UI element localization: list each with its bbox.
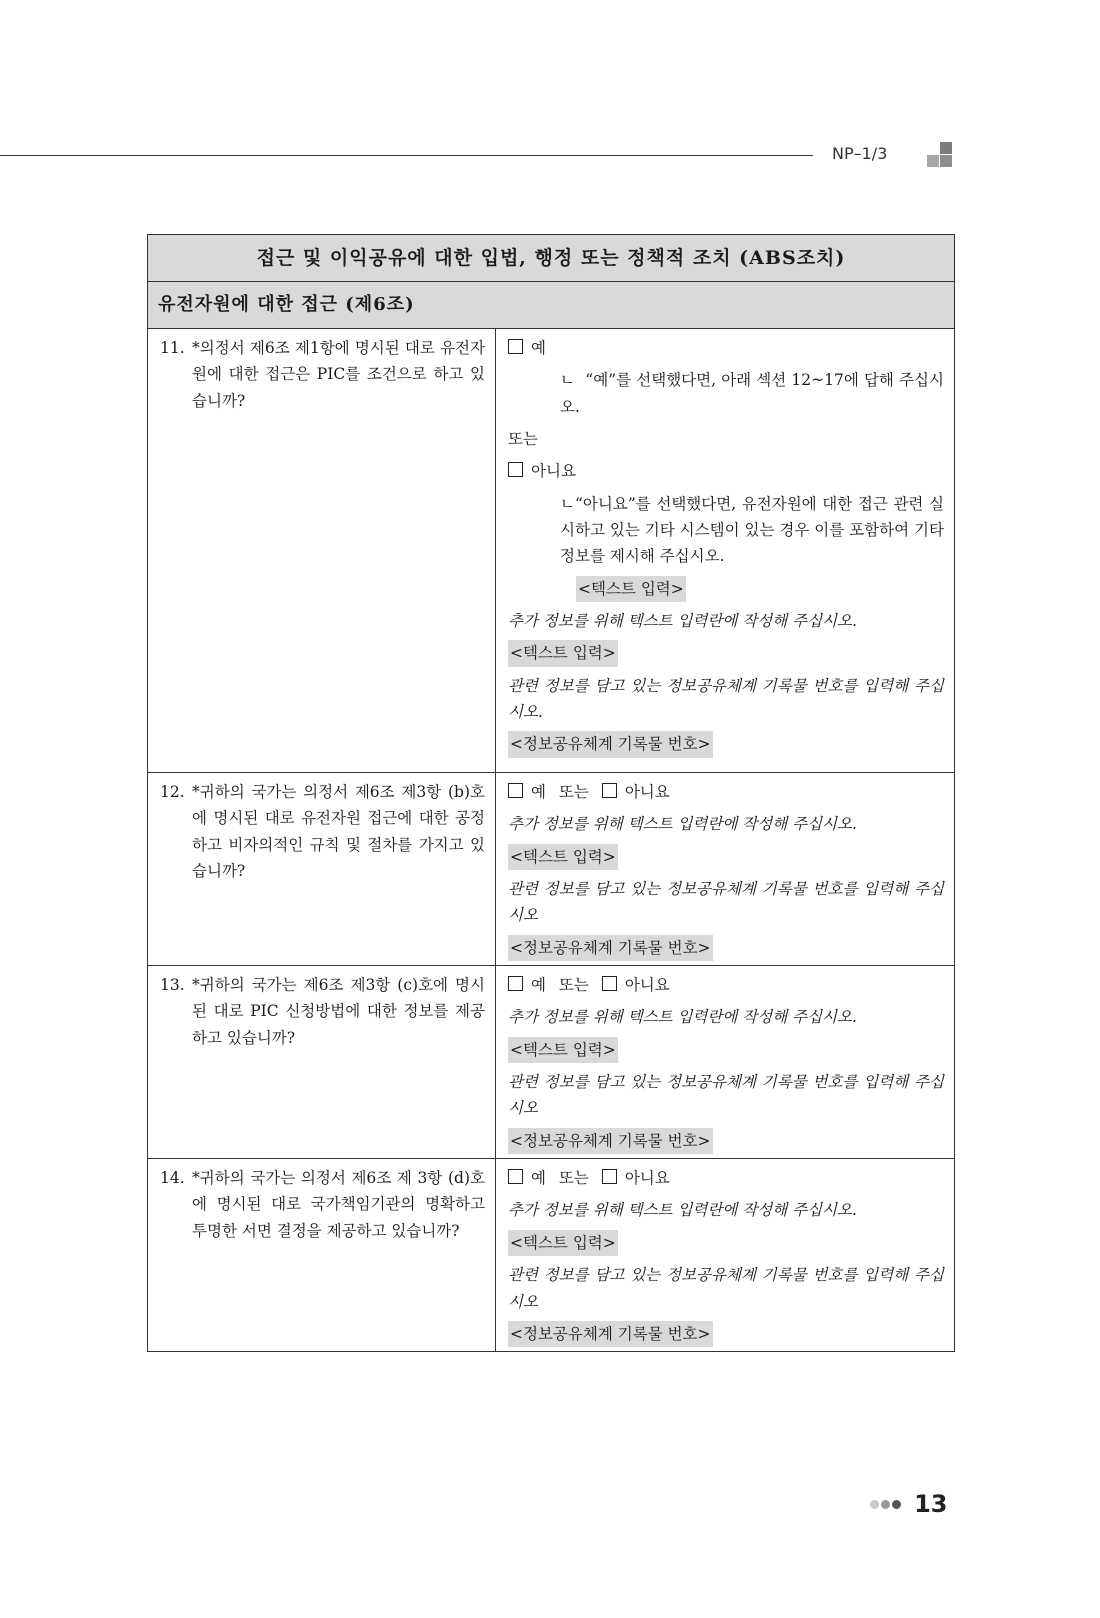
page-footer [870,1490,948,1518]
no-checkbox[interactable] [602,783,617,798]
answer-cell [496,773,955,966]
yes-note: ㄴ “예”를 선택했다면, 아래 섹션 12~17에 답해 주십시오. [560,371,944,416]
table-row [148,966,955,1159]
question-text: *귀하의 국가는 의정서 제6조 제3항 (b)호에 명시된 대로 유전자원 접근에 대한 공정하고 비자의적인 규칙 및 절차를 가지고 있습니까? [192,783,485,881]
record-number-input[interactable]: <정보공유체계 기록물 번호> [508,1321,713,1347]
document-code: NP–1/3 [832,144,888,163]
or-label: 또는 [508,430,538,449]
record-number-input[interactable]: <정보공유체계 기록물 번호> [508,731,713,757]
no-label: 아니요 [624,976,670,995]
question-number: 14. [160,1169,185,1188]
yes-checkbox[interactable] [508,339,523,354]
yes-label: 예 [531,1169,546,1188]
question-text: *귀하의 국가는 제6조 제3항 (c)호에 명시된 대로 PIC 신청방법에 대한 정보를 제공하고 있습니까? [192,976,485,1047]
additional-info-instruction: 추가 정보를 위해 텍스트 입력란에 작성해 주십시오. [508,815,857,834]
header-rule [0,155,813,156]
additional-info-instruction: 추가 정보를 위해 텍스트 입력란에 작성해 주십시오. [508,1201,857,1220]
text-input[interactable]: <텍스트 입력> [508,1037,618,1063]
question-number: 11. [160,339,185,357]
abs-measures-table [147,234,955,1352]
question-cell [148,1159,496,1352]
or-label: 또는 [558,976,589,995]
record-instruction: 관련 정보를 담고 있는 정보공유체계 기록물 번호를 입력해 주십시오 [508,1073,944,1118]
no-checkbox[interactable] [602,976,617,991]
question-number: 13. [160,976,185,995]
header-squares-icon [927,142,953,168]
additional-info-instruction: 추가 정보를 위해 텍스트 입력란에 작성해 주십시오. [508,612,857,631]
no-checkbox[interactable] [602,1169,617,1184]
question-cell [148,329,496,773]
dot-icon [881,1500,890,1509]
no-checkbox[interactable] [508,462,523,477]
table-row [148,773,955,966]
answer-cell [496,966,955,1159]
record-instruction: 관련 정보를 담고 있는 정보공유체계 기록물 번호를 입력해 주십시오 [508,880,944,925]
answer-cell [496,1159,955,1352]
no-label: 아니요 [624,783,670,801]
question-cell [148,966,496,1159]
record-number-input[interactable]: <정보공유체계 기록물 번호> [508,935,713,961]
question-cell [148,773,496,966]
or-label: 또는 [558,783,589,801]
dot-icon [870,1500,879,1509]
table-title: 접근 및 이익공유에 대한 입법, 행정 또는 정책적 조치 (ABS조치) [148,235,955,282]
text-input[interactable]: <텍스트 입력> [508,844,618,870]
section-subtitle: 유전자원에 대한 접근 (제6조) [148,282,955,329]
yes-checkbox[interactable] [508,783,523,798]
yes-label: 예 [531,783,546,801]
table-row [148,1159,955,1352]
question-text: *귀하의 국가는 의정서 제6조 제 3항 (d)호에 명시된 대로 국가책임기관의 명확하고 투명한 서면 결정을 제공하고 있습니까? [192,1169,485,1240]
answer-cell [496,329,955,773]
or-label: 또는 [558,1169,589,1188]
dot-icon [892,1500,901,1509]
record-instruction: 관련 정보를 담고 있는 정보공유체계 기록물 번호를 입력해 주십시오 [508,1266,944,1311]
question-text: *의정서 제6조 제1항에 명시된 대로 유전자원에 대한 접근은 PIC를 조건으로 하고 있습니까? [192,339,485,410]
table-row [148,329,955,773]
text-input[interactable]: <텍스트 입력> [508,1230,618,1256]
yes-label: 예 [531,339,546,357]
yes-label: 예 [531,976,546,995]
no-note: ㄴ“아니요”를 선택했다면, 유전자원에 대한 접근 관련 실시하고 있는 기타 시스템이 있는 경우 이를 포함하여 기타 정보를 제시해 주십시오. [560,494,944,566]
record-number-input[interactable]: <정보공유체계 기록물 번호> [508,1128,713,1154]
record-instruction: 관련 정보를 담고 있는 정보공유체계 기록물 번호를 입력해 주십시오. [508,676,944,722]
question-number: 12. [160,783,185,801]
yes-checkbox[interactable] [508,1169,523,1184]
page-number: 13 [914,1490,948,1518]
yes-checkbox[interactable] [508,976,523,991]
no-label: 아니요 [624,1169,670,1188]
text-input[interactable]: <텍스트 입력> [508,640,618,666]
additional-info-instruction: 추가 정보를 위해 텍스트 입력란에 작성해 주십시오. [508,1008,857,1027]
no-text-input[interactable]: <텍스트 입력> [576,576,686,602]
no-label: 아니요 [531,462,576,481]
